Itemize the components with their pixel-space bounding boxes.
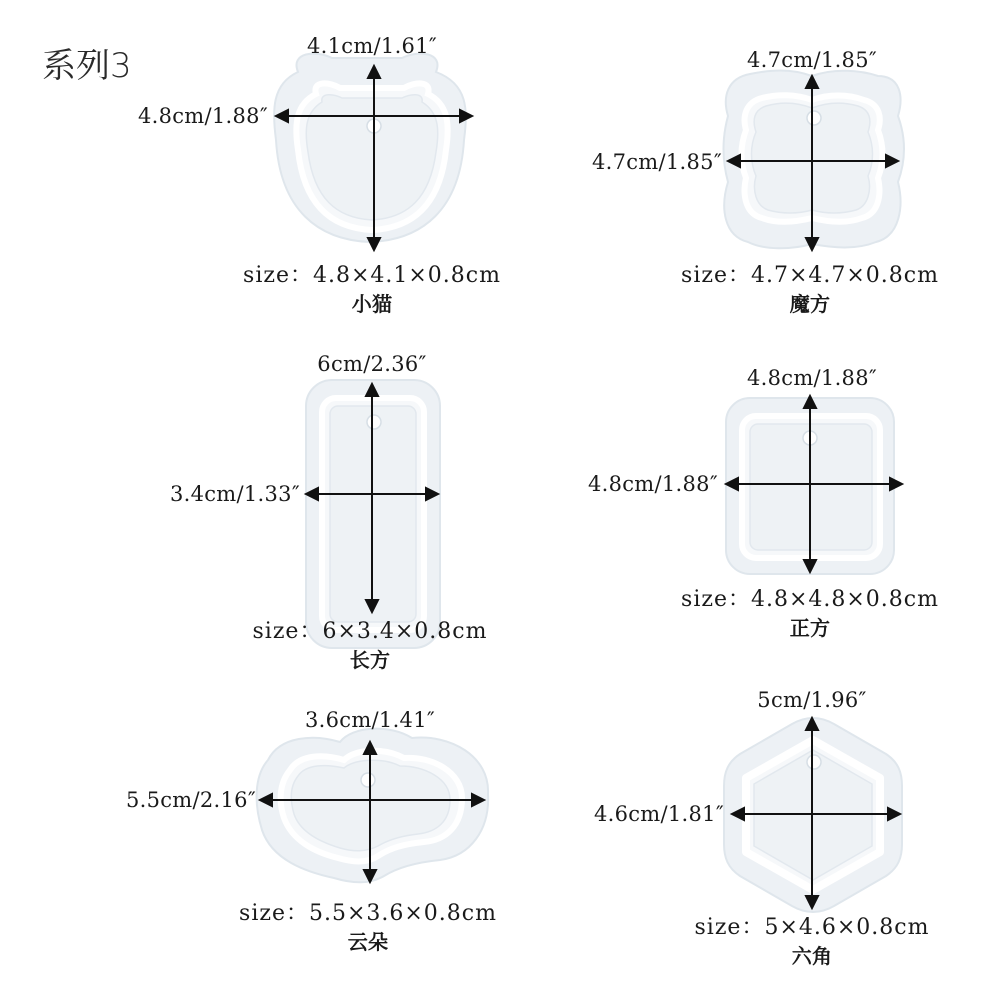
- magic-cube-size-label: size：4.7×4.7×0.8cm: [681, 263, 939, 288]
- cat-width-label: 4.8cm/1.88″: [137, 104, 268, 128]
- hexagon-width-label: 4.6cm/1.81″: [593, 802, 724, 826]
- cat-height-label: 4.1cm/1.61″: [306, 34, 438, 58]
- cloud-name-label: 云朵: [347, 930, 389, 954]
- square-width-label: 4.8cm/1.88″: [587, 472, 718, 496]
- mold-cloud: [0, 680, 497, 980]
- mold-magic-cube: [500, 0, 939, 316]
- hexagon-size-label: size：5×4.6×0.8cm: [694, 915, 930, 940]
- square-name-label: 正方: [789, 616, 831, 640]
- series-title: 系列3: [42, 46, 132, 86]
- cloud-width-label: 5.5cm/2.16″: [125, 788, 256, 812]
- mold-square: [500, 340, 939, 640]
- cloud-size-label: size：5.5×3.6×0.8cm: [239, 901, 497, 926]
- square-size-label: size：4.8×4.8×0.8cm: [681, 587, 939, 612]
- magic-cube-width-label: 4.7cm/1.85″: [591, 150, 722, 174]
- mold-cat: [0, 0, 501, 316]
- hexagon-name-label: 六角: [791, 944, 833, 968]
- hexagon-height-label: 5cm/1.96″: [757, 688, 867, 712]
- magic-cube-name-label: 魔方: [789, 292, 831, 316]
- cat-size-label: size：4.8×4.1×0.8cm: [243, 263, 501, 288]
- mold-hexagon: [500, 680, 930, 980]
- square-height-label: 4.8cm/1.88″: [746, 366, 878, 390]
- rectangle-name-label: 长方: [349, 648, 391, 672]
- rectangle-height-label: 6cm/2.36″: [317, 352, 427, 376]
- mold-rectangle: [0, 340, 488, 672]
- cloud-height-label: 3.6cm/1.41″: [304, 708, 436, 732]
- rectangle-width-label: 3.4cm/1.33″: [169, 482, 300, 506]
- cat-name-label: 小猫: [351, 292, 393, 316]
- magic-cube-height-label: 4.7cm/1.85″: [746, 48, 878, 72]
- rectangle-size-label: size：6×3.4×0.8cm: [252, 619, 488, 644]
